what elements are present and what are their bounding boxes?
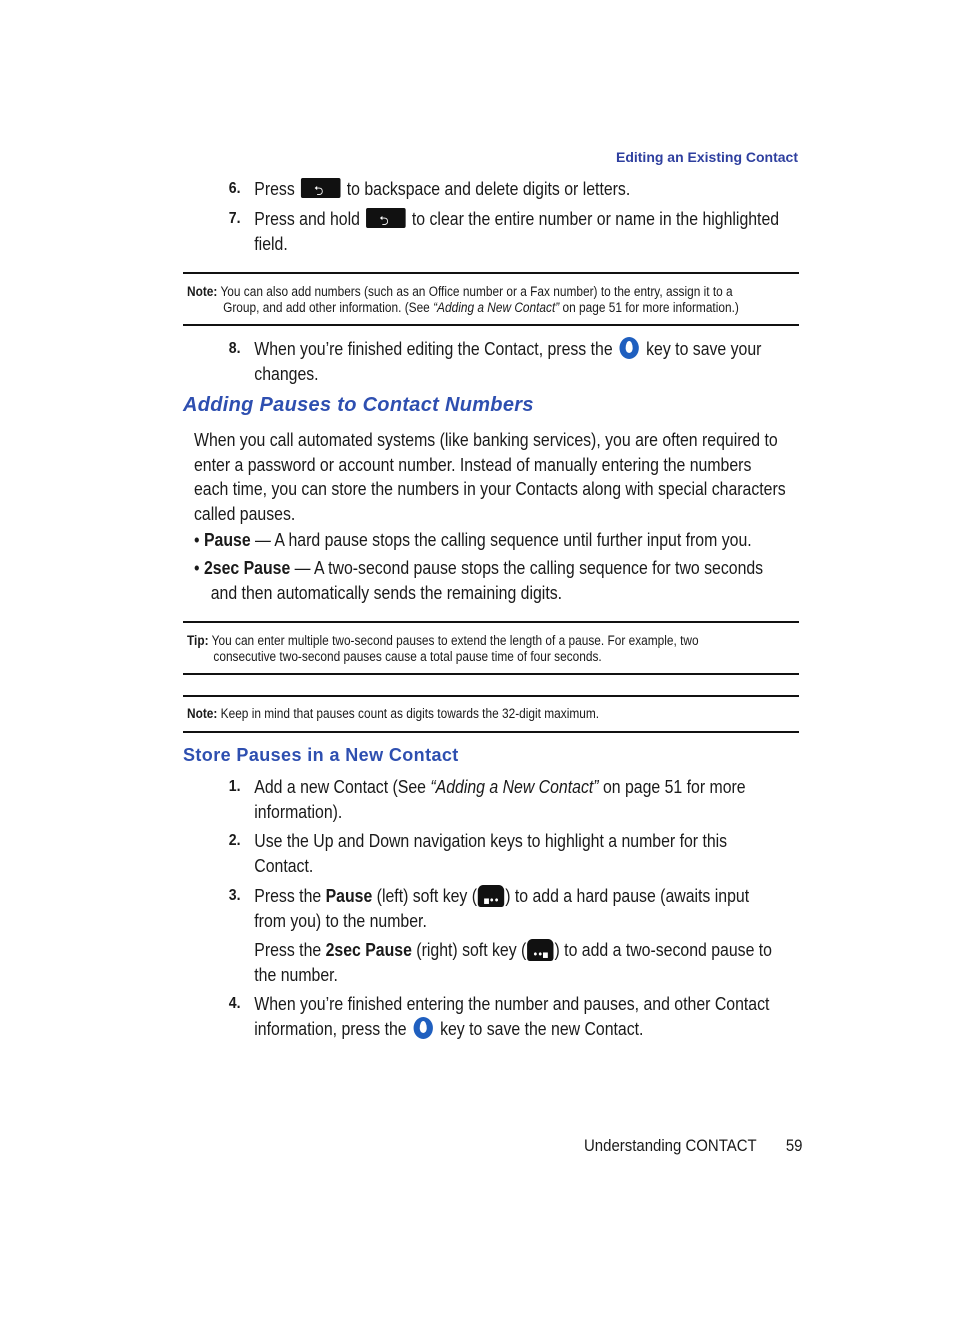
step-number: 2.	[228, 832, 241, 849]
tip-box: Tip: You can enter multiple two-second pauses to extend the length of a pause. For example, two consecutive two-second pauses cause a total pause time of four seconds.	[183, 621, 799, 675]
left-soft-key-icon: ▪••	[478, 885, 504, 907]
section-heading: Adding Pauses to Contact Numbers	[183, 394, 534, 416]
note-label: Note:	[187, 706, 218, 721]
back-key-icon: ⮌	[366, 208, 406, 228]
step-number: 8.	[228, 340, 241, 357]
back-key-icon: ⮌	[301, 178, 341, 198]
note-box: Note: Keep in mind that pauses count as digits towards the 32-digit maximum.	[183, 695, 799, 733]
right-soft-key-icon: ••▪	[527, 939, 553, 961]
page-footer	[584, 1136, 802, 1156]
step-number: 4.	[228, 995, 241, 1012]
chapter-title: Understanding CONTACT	[584, 1136, 757, 1155]
intro-paragraph: When you call automated systems (like banking services), you are often required to enter a password or account number. Instead of manually entering the numbers each time, you can store the numbers in your Contacts along with special characters called pauses.	[194, 430, 786, 524]
subsection-heading: Store Pauses in a New Contact	[183, 745, 459, 765]
ok-key-icon	[414, 1017, 433, 1039]
step-number: 7.	[228, 210, 241, 227]
note-box: Note: You can also add numbers (such as an Office number or a Fax number) to the entry, assign it to a Group, and add other information. (See “Adding a New Contact” on page 51 for more information.)	[183, 272, 799, 326]
step-number: 6.	[228, 180, 241, 197]
bullet-pause: • Pause — A hard pause stops the calling sequence until further input from you.	[194, 530, 752, 550]
bullet-2sec-pause: • 2sec Pause — A two-second pause stops the calling sequence for two seconds and then automatically sends the remaining digits.	[194, 558, 764, 603]
ok-key-icon	[620, 337, 639, 359]
step-number: 3.	[228, 887, 241, 904]
note-label: Note:	[187, 284, 218, 299]
step-number: 1.	[228, 778, 241, 795]
running-header: Editing an Existing Contact	[615, 149, 798, 165]
tip-label: Tip:	[187, 633, 209, 648]
page-number: 59	[785, 1136, 803, 1155]
